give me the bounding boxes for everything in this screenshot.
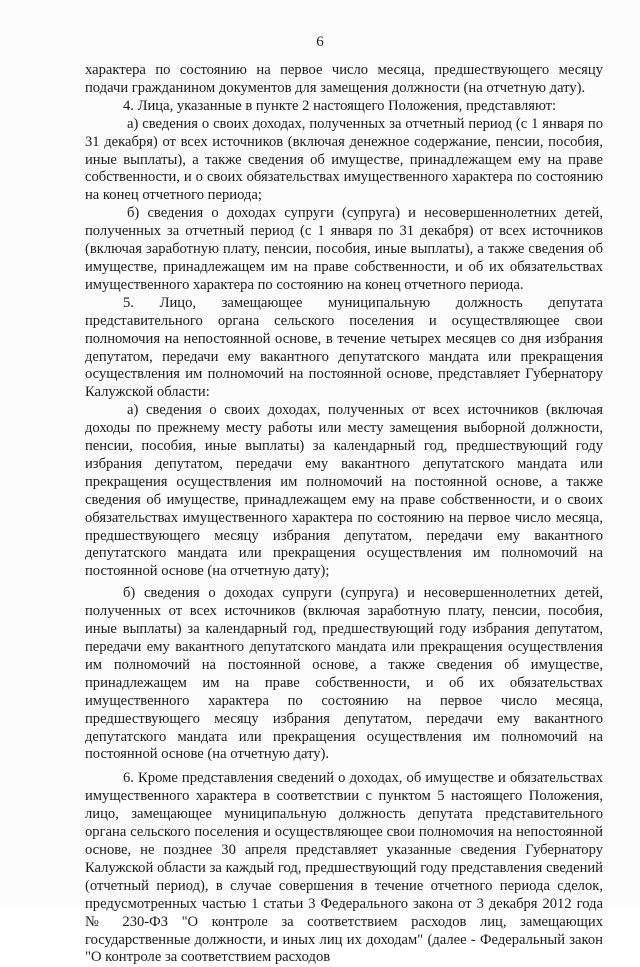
paragraph-clause-4b: б) сведения о доходах супруги (супруга) и несовершеннолетних детей, полученных за отчетный период (с 1 января по 31 декабря) от всех источников (включая заработную плату, пенсии, пособия, иные выплаты), а также сведения об имуществе, принадлежащем им на праве собственности, и об их обязательствах имущественного характера по состоянию на конец отчетного периода. [85, 205, 603, 293]
paragraph-continuation: характера по состоянию на первое число месяца, предшествующего месяцу подачи гражданином документов для замещения должности (на отчетную дату). [85, 62, 603, 96]
paragraph-clause-5: 5. Лицо, замещающее муниципальную должность депутата представительного органа сельского поселения и осуществляющее свои полномочия на непостоянной основе, в течение четырех месяцев со дня избрания депутатом, передачи ему вакантного депутатского мандата или прекращения осуществления им полномочий на постоянной основе, представляет Губернатору Калужской области: [85, 294, 603, 401]
paragraph-clause-4a: а) сведения о своих доходах, полученных за отчетный период (с 1 января по 31 декабря) от всех источников (включая денежное содержание, пенсии, пособия, иные выплаты), а также сведения об имуществе, принадлежащем ему на праве собственности, и о своих обязательствах имущественного характера по состоянию на конец отчетного периода; [85, 115, 603, 204]
paragraph-clause-5a: а) сведения о своих доходах, полученных от всех источников (включая доходы по прежнему месту работы или месту замещения выборной должности, пенсии, пособия, иные выплаты) за календарный год, предшествующий году избрания депутатом, передачи ему вакантного депутатского мандата или прекращения осуществления им полномочий на постоянной основе, а также сведения об имуществе, принадлежащем ему на праве собственности, и о своих обязательствах имущественного характера по состоянию на первое число месяца, предшествующего месяцу избрания депутатом, передачи ему вакантного депутатского мандата или прекращения осуществления им полномочий на постоянной основе (на отчетную дату); [85, 402, 603, 580]
page-number: 6 [316, 34, 324, 50]
paragraph-clause-4: 4. Лица, указанные в пункте 2 настоящего Положения, представляют: [123, 97, 557, 114]
paragraph-clause-5b: б) сведения о доходах супруги (супруга) и несовершеннолетних детей, полученных от всех источников (включая заработную плату, пенсии, пособия, иные выплаты) за календарный год, предшествующий году избрания депутатом, передачи ему вакантного депутатского мандата или прекращения осуществления им полномочий на постоянной основе, а также сведения об имуществе, принадлежащем им на праве собственности, и об их обязательствах имущественного характера по состоянию на первое число месяца, предшествующего месяцу избрания депутатом, передачи ему вакантного депутатского мандата или прекращения осуществления им полномочий на постоянной основе (на отчетную дату). [85, 585, 603, 763]
body-text [85, 62, 603, 967]
paragraph-clause-6: 6. Кроме представления сведений о доходах, об имуществе и обязательствах имущественного характера в соответствии с пунктом 5 настоящего Положения, лицо, замещающее муниципальную должность депутата представительного органа сельского поселения и осуществляющее свои полномочия на непостоянной основе, не позднее 30 апреля представляет указанные сведения Губернатору Калужской области за каждый год, предшествующий году представления сведений (отчетный период), в случае совершения в течение отчетного периода сделок, предусмотренных частью 1 статьи 3 Федерального закона от 3 декабря 2012 года № 230-ФЗ "О контроле за соответствием расходов лиц, замещающих государственные должности, и иных лиц их доходам" (далее - Федеральный закон "О контроле за соответствием расходов [85, 770, 603, 966]
